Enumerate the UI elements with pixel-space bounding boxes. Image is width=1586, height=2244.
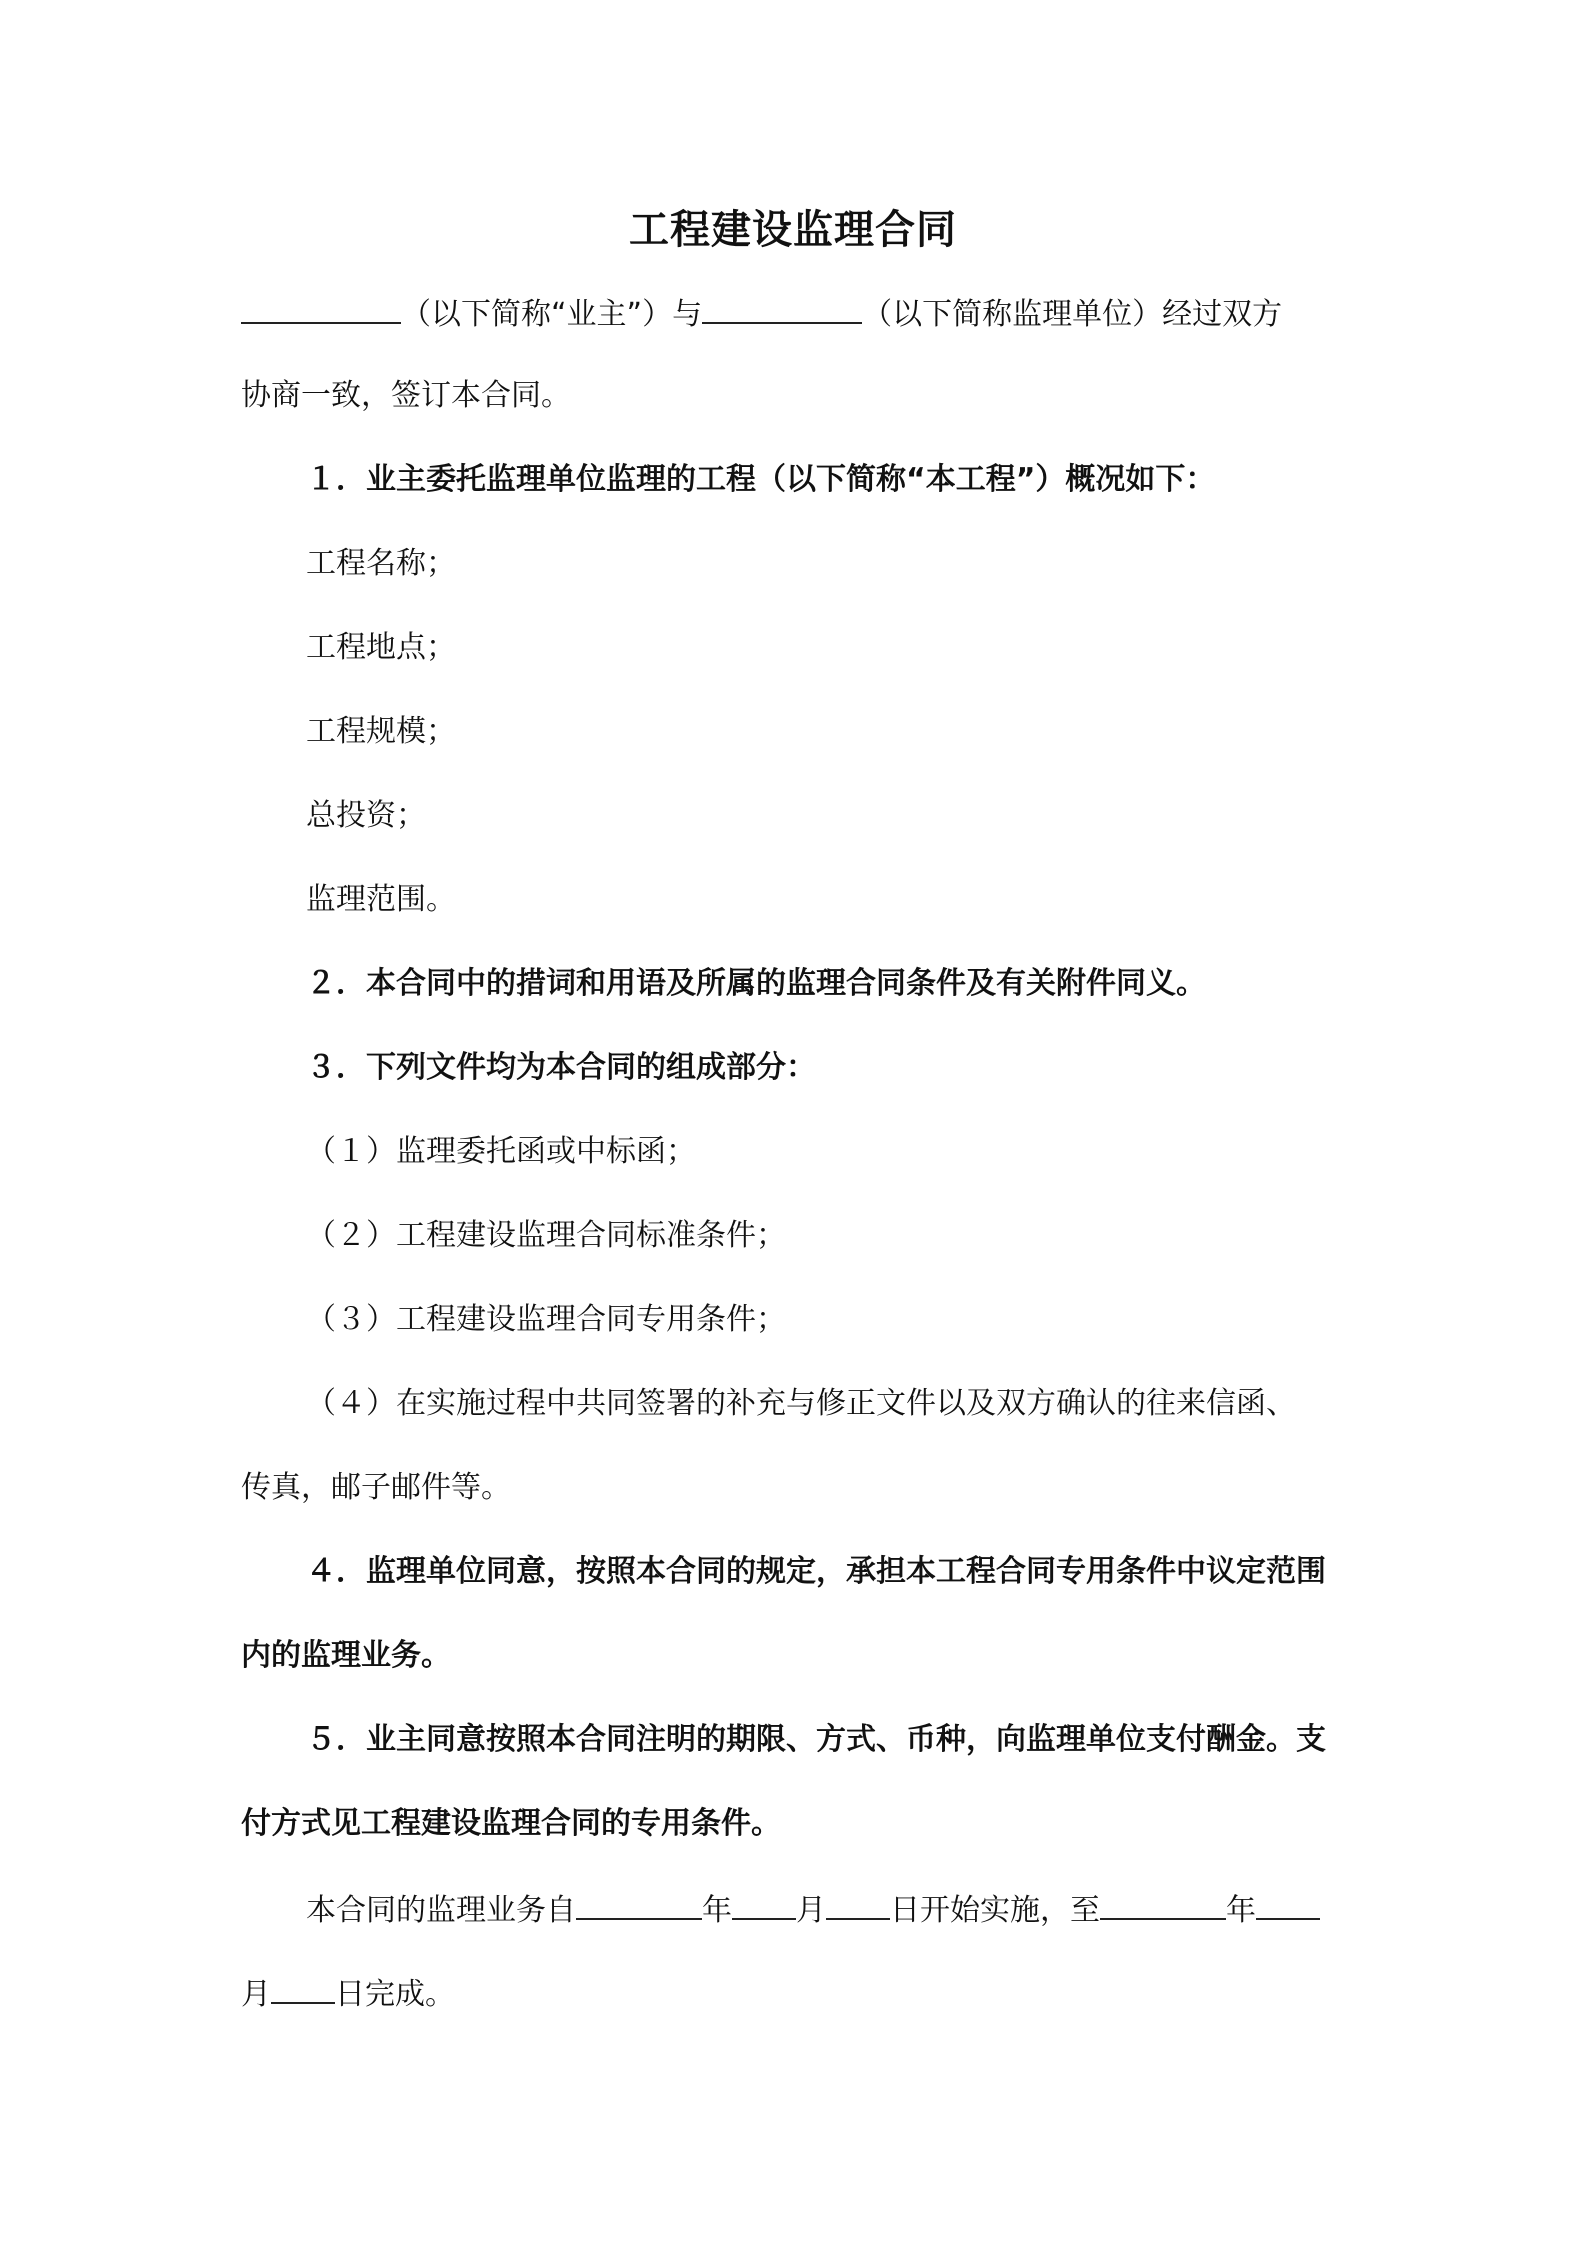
project-name-item: 工程名称；: [306, 546, 456, 581]
clause-2: ２．本合同中的措词和用语及所属的监理合同条件及有关附件同义。: [306, 966, 1206, 1001]
end-day-blank[interactable]: [271, 1972, 335, 2004]
clause-3-item-1: （１）监理委托函或中标函；: [306, 1134, 696, 1169]
intro-part-2: （以下简称监理单位）经过双方: [862, 297, 1283, 332]
clause-5-line-2: 付方式见工程建设监理合同的专用条件。: [241, 1806, 781, 1841]
clause-3-heading: ３．下列文件均为本合同的组成部分：: [306, 1050, 816, 1085]
term-day-start-label: 日开始实施，至: [890, 1893, 1100, 1928]
supervisor-name-blank[interactable]: [702, 292, 862, 324]
project-location-item: 工程地点；: [306, 630, 456, 665]
start-year-blank[interactable]: [576, 1888, 702, 1920]
clause-3-item-4-continued: 传真，邮子邮件等。: [241, 1470, 511, 1505]
term-line-1: [306, 1888, 1320, 1931]
intro-part-1: （以下简称“业主”）与: [401, 297, 703, 332]
term-year-label: 年: [702, 1893, 732, 1928]
clause-3-item-4: （４）在实施过程中共同签署的补充与修正文件以及双方确认的往来信函、: [306, 1386, 1296, 1421]
supervision-scope-item: 监理范围。: [306, 882, 456, 917]
page-title: 工程建设监理合同: [629, 207, 957, 253]
start-month-blank[interactable]: [732, 1888, 796, 1920]
term-month-label-2: 月: [241, 1977, 271, 2012]
clause-3-item-2: （２）工程建设监理合同标准条件；: [306, 1218, 786, 1253]
term-prefix: 本合同的监理业务自: [306, 1893, 576, 1928]
owner-name-blank[interactable]: [241, 292, 401, 324]
clause-3-item-3: （３）工程建设监理合同专用条件；: [306, 1302, 786, 1337]
clause-4-line-2: 内的监理业务。: [241, 1638, 451, 1673]
intro-line-2: 协商一致，签订本合同。: [241, 378, 571, 413]
end-month-blank-part[interactable]: [1256, 1888, 1320, 1920]
clause-4-line-1: ４．监理单位同意，按照本合同的规定，承担本工程合同专用条件中议定范围: [306, 1554, 1326, 1589]
end-year-blank[interactable]: [1100, 1888, 1226, 1920]
intro-line-1: [241, 292, 1282, 335]
total-investment-item: 总投资；: [306, 798, 426, 833]
start-day-blank[interactable]: [826, 1888, 890, 1920]
term-year-label-2: 年: [1226, 1893, 1256, 1928]
clause-1-heading: １．业主委托监理单位监理的工程（以下简称“本工程”）概况如下：: [306, 462, 1216, 497]
project-scale-item: 工程规模；: [306, 714, 456, 749]
clause-5-line-1: ５．业主同意按照本合同注明的期限、方式、币种，向监理单位支付酬金。支: [306, 1722, 1326, 1757]
term-line-2: [241, 1972, 455, 2015]
term-month-label: 月: [796, 1893, 826, 1928]
term-day-end-label: 日完成。: [335, 1977, 455, 2012]
